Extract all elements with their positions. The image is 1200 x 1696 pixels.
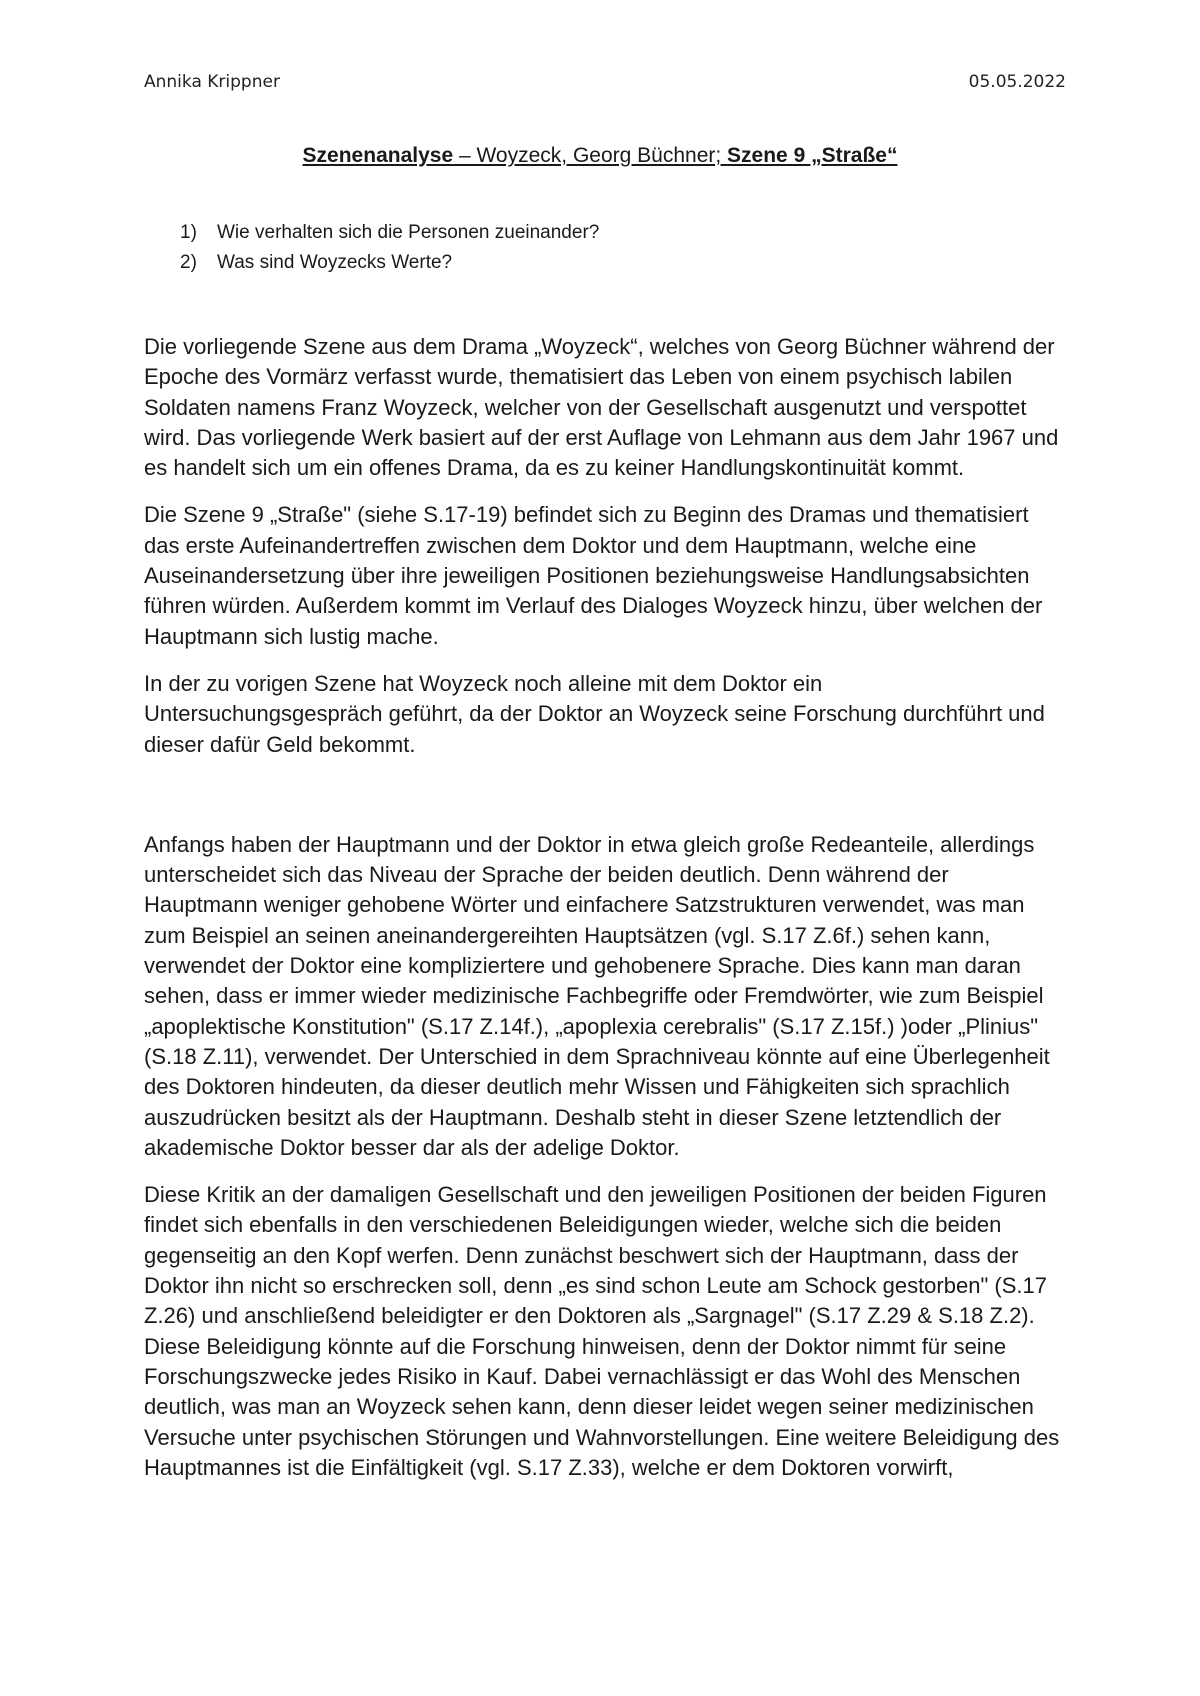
title-label: Szenenanalyse: [302, 144, 454, 167]
title-work: – Woyzeck, Georg Büchner;: [453, 144, 728, 167]
author-name: Annika Krippner: [144, 72, 280, 92]
question-text: Was sind Woyzecks Werte?: [217, 252, 453, 273]
document-title: [0, 144, 1200, 168]
question-item: [180, 248, 599, 278]
document-date: 05.05.2022: [968, 72, 1066, 92]
paragraph-insults-analysis: Diese Kritik an der damaligen Gesellschaft und den jeweiligen Positionen der beiden Figuren findet sich ebenfalls in den verschiedenen Beleidigungen wieder, welche sich die beiden gegenseitig an den Kopf werfen. Denn zunächst beschwert sich der Hauptmann, dass der Doktor ihn nicht so erschrecken soll, denn „es sind schon Leute am Schock gestorben" (S.17 Z.26) und anschließend beleidigter er den Doktoren als „Sargnagel" (S.17 Z.29 & S.18 Z.2). Diese Beleidigung könnte auf die Forschung hinweisen, denn der Doktor nimmt für seine Forschungszwecke jedes Risiko in Kauf. Dabei vernachlässigt er das Wohl des Menschen deutlich, was man an Woyzeck sehen kann, denn dieser leidet wegen seiner medizinischen Versuche unter psychischen Störungen und Wahnvorstellungen. Eine weitere Beleidigung des Hauptmannes ist die Einfältigkeit (vgl. S.17 Z.33), welche er dem Doktoren vorwirft,: [144, 1182, 1060, 1480]
page-header: [144, 72, 1066, 92]
paragraph-scene-context: Die Szene 9 „Straße" (siehe S.17-19) befindet sich zu Beginn des Dramas und thematisiert das erste Aufeinandertreffen zwischen dem Doktor und dem Hauptmann, welche eine Auseinandersetzung über ihre jeweiligen Positionen beziehungsweise Handlungsabsichten führen würden. Außerdem kommt im Verlauf des Dialoges Woyzeck hinzu, über welchen der Hauptmann sich lustig mache.: [144, 502, 1043, 649]
question-text: Wie verhalten sich die Personen zueinander?: [217, 222, 600, 243]
paragraph-previous-scene: In der zu vorigen Szene hat Woyzeck noch alleine mit dem Doktor ein Untersuchungsgespräch geführt, da der Doktor an Woyzeck seine Forschung durchführt und dieser dafür Geld bekommt.: [144, 670, 1045, 757]
document-body: [144, 332, 1064, 1500]
title-scene: Szene 9 „Straße“: [727, 144, 898, 167]
question-list: [180, 218, 599, 278]
question-item: [180, 218, 599, 248]
question-number: 1): [180, 222, 197, 243]
paragraph-introduction: Die vorliegende Szene aus dem Drama „Woyzeck“, welches von Georg Büchner während der Epoche des Vormärz verfasst wurde, thematisiert das Leben von einem psychisch labilen Soldaten namens Franz Woyzeck, welcher von der Gesellschaft ausgenutzt und verspottet wird. Das vorliegende Werk basiert auf der erst Auflage von Lehmann aus dem Jahr 1967 und es handelt sich um ein offenes Drama, da es zu keiner Handlungskontinuität kommt.: [144, 334, 1059, 481]
question-number: 2): [180, 252, 197, 273]
paragraph-language-analysis: Anfangs haben der Hauptmann und der Doktor in etwa gleich große Redeanteile, allerdings unterscheidet sich das Niveau der Sprache der beiden deutlich. Denn während der Hauptmann weniger gehobene Wörter und einfachere Satzstrukturen verwendet, was man zum Beispiel an seinen aneinandergereihten Hauptsätzen (vgl. S.17 Z.6f.) sehen kann, verwendet der Doktor eine kompliziertere und gehobenere Sprache. Dies kann man daran sehen, dass er immer wieder medizinische Fachbegriffe oder Fremdwörter, wie zum Beispiel „apoplektische Konstitution" (S.17 Z.14f.), „apoplexia cerebralis" (S.17 Z.15f.) )oder „Plinius" (S.18 Z.11), verwendet. Der Unterschied in dem Sprachniveau könnte auf eine Überlegenheit des Doktoren hindeuten, da dieser deutlich mehr Wissen und Fähigkeiten sich sprachlich auszudrücken besitzt als der Hauptmann. Deshalb steht in dieser Szene letztendlich der akademische Doktor besser dar als der adelige Doktor.: [144, 831, 1050, 1160]
